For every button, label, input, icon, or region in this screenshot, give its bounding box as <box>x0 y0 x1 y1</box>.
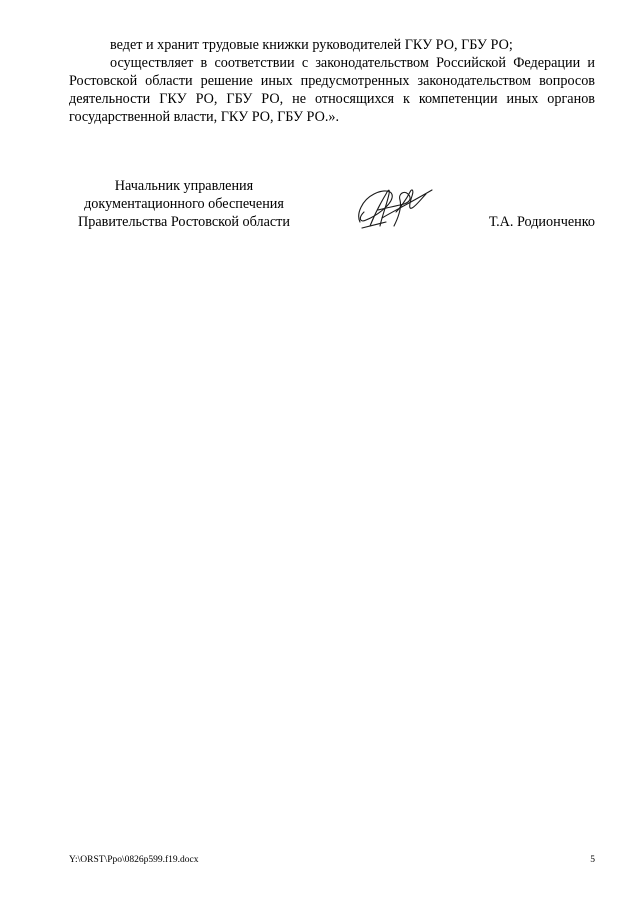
paragraph-labor-books: ведет и хранит трудовые книжки руководителей ГКУ РО, ГБУ РО; <box>110 37 513 53</box>
handwritten-signature <box>352 182 436 234</box>
position-line: документационного обеспечения <box>84 196 284 212</box>
footer-file-path: Y:\ORST\Ppo\0826p599.f19.docx <box>69 855 199 865</box>
signatory-position <box>69 177 299 231</box>
document-body <box>69 36 595 126</box>
position-line: Правительства Ростовской области <box>78 214 290 230</box>
signatory-name: Т.А. Родионченко <box>488 214 595 230</box>
paragraph-other-matters: осуществляет в соответствии с законодательством Российской Федерации и Ростовской области решение иных предусмотренных законодательством вопросов деятельности ГКУ РО, ГБУ РО, не относящихся к компетенции иных органов государственной власти, ГКУ РО, ГБУ РО.». <box>69 55 595 125</box>
position-line: Начальник управления <box>114 178 254 194</box>
page-number: 5 <box>590 855 595 865</box>
